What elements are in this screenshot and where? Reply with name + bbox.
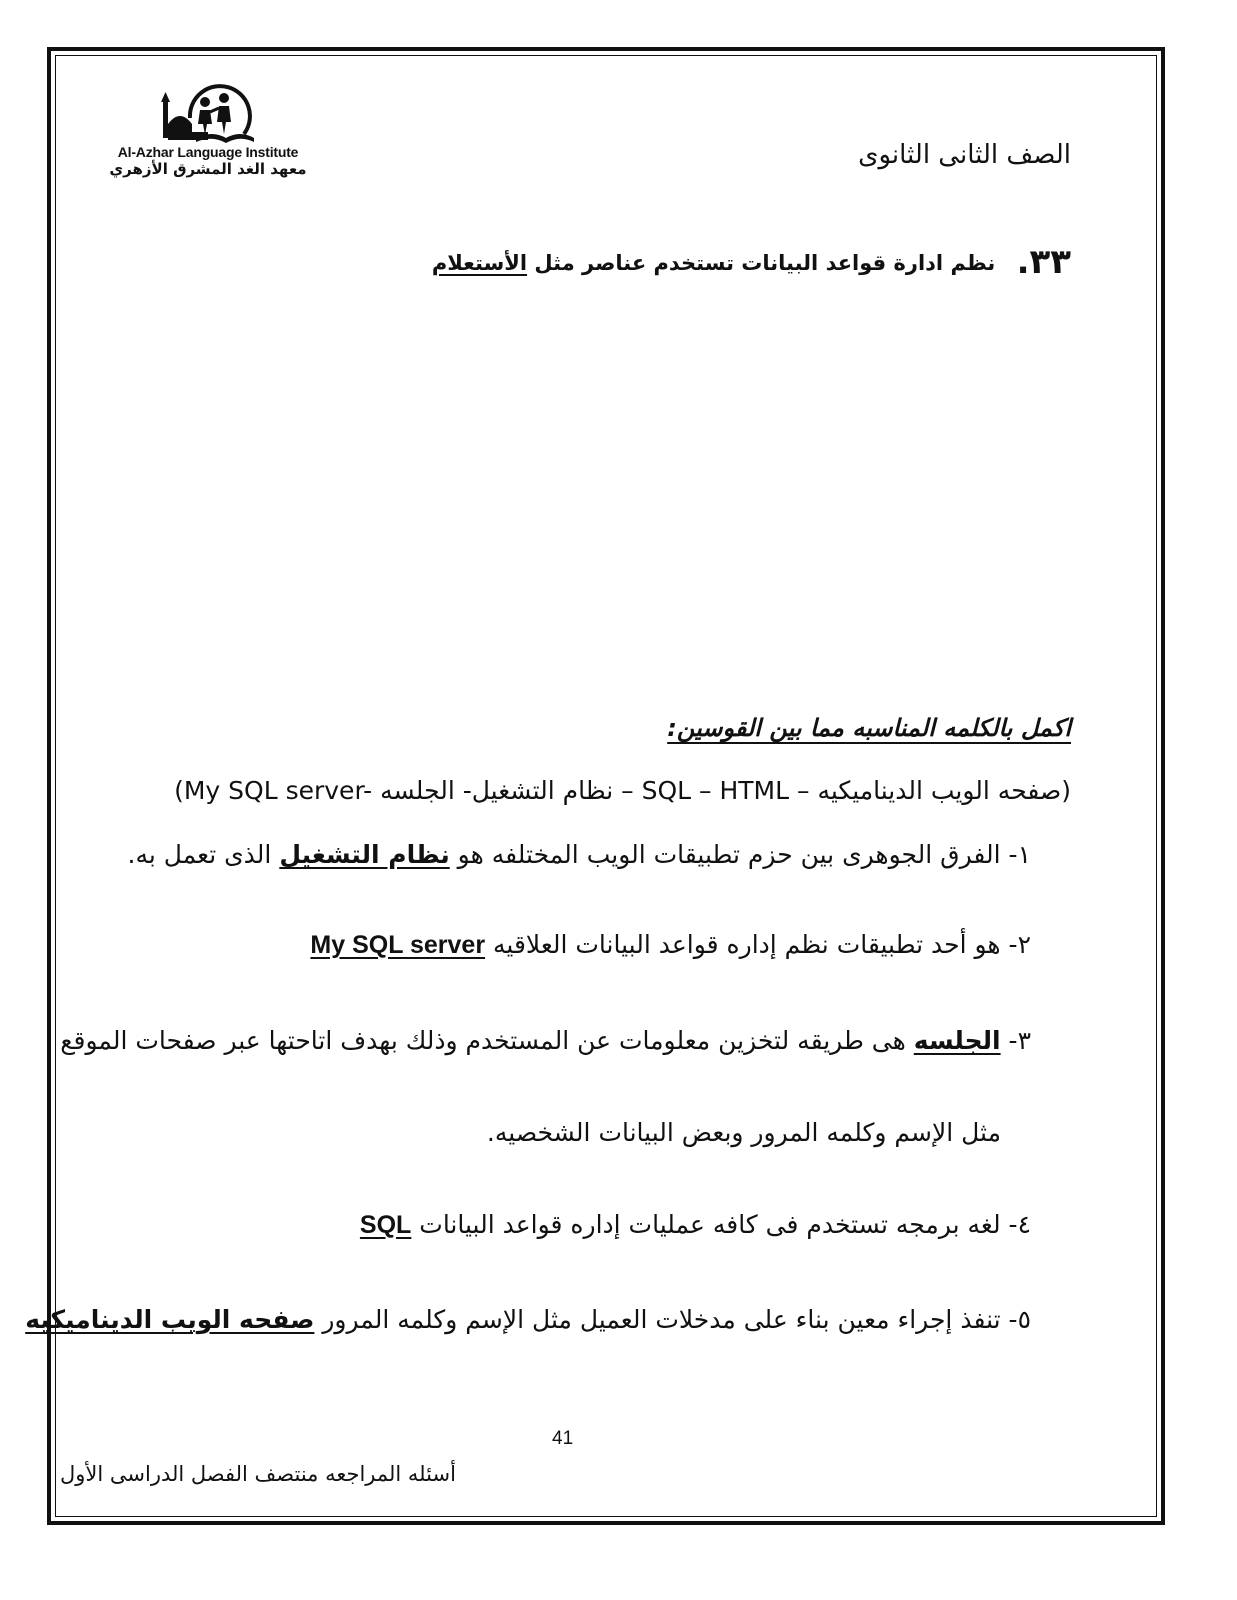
question-text: نظم ادارة قواعد البيانات تستخدم عناصر مثل [534, 251, 996, 275]
item-text: ٤- لغه برمجه تستخدم فى كافه عمليات إداره قواعد البيانات [419, 1210, 1031, 1239]
question-answer: الأستعلام [431, 251, 528, 275]
list-item [25, 1305, 1031, 1334]
item-answer: نظام التشغيل [279, 840, 450, 869]
list-item-continuation [487, 1118, 1001, 1147]
item-text: هى طريقه لتخزين معلومات عن المستخدم وذلك بهدف اتاحتها عبر صفحات الموقع [60, 1026, 906, 1055]
item-answer: SQL [359, 1211, 412, 1239]
item-answer: الجلسه [913, 1026, 1001, 1055]
list-item [60, 1026, 1031, 1055]
item-text: ٢- هو أحد تطبيقات نظم إداره قواعد البيانات العلاقيه [493, 930, 1031, 959]
item-answer: صفحه الويب الديناميكيه [25, 1305, 315, 1334]
section-heading: اكمل بالكلمه المناسبه مما بين القوسين: [667, 714, 1071, 742]
grade-title: الصف الثانى الثانوى [858, 140, 1071, 170]
list-item [128, 840, 1032, 869]
logo-english-text: Al-Azhar Language Institute [117, 144, 299, 160]
item-text: مثل الإسم وكلمه المرور وبعض البيانات الشخصيه. [486, 1118, 1001, 1147]
logo-arabic-text: معهد الغد المشرق الأزهري [109, 160, 307, 178]
item-text: ٥- تنفذ إجراء معين بناء على مدخلات العميل مثل الإسم وكلمه المرور [322, 1305, 1031, 1334]
item-answer: My SQL server [310, 931, 486, 959]
page-number: 41 [552, 1428, 574, 1449]
item-text: الذى تعمل به. [127, 840, 272, 869]
list-item [310, 930, 1031, 960]
item-text: ١- الفرق الجوهرى بين حزم تطبيقات الويب المختلفه هو [457, 840, 1031, 869]
item-text: ٣- [1008, 1026, 1031, 1055]
question-33 [432, 242, 1071, 282]
footer-text: أسئله المراجعه منتصف الفصل الدراسى الأول [60, 1462, 456, 1486]
choices-list: (My SQL server- نظام التشغيل- الجلسه – SQL – HTML – صفحه الويب الديناميكيه) [174, 776, 1071, 805]
question-number: ٣٣. [1016, 242, 1071, 282]
list-item [360, 1210, 1031, 1240]
